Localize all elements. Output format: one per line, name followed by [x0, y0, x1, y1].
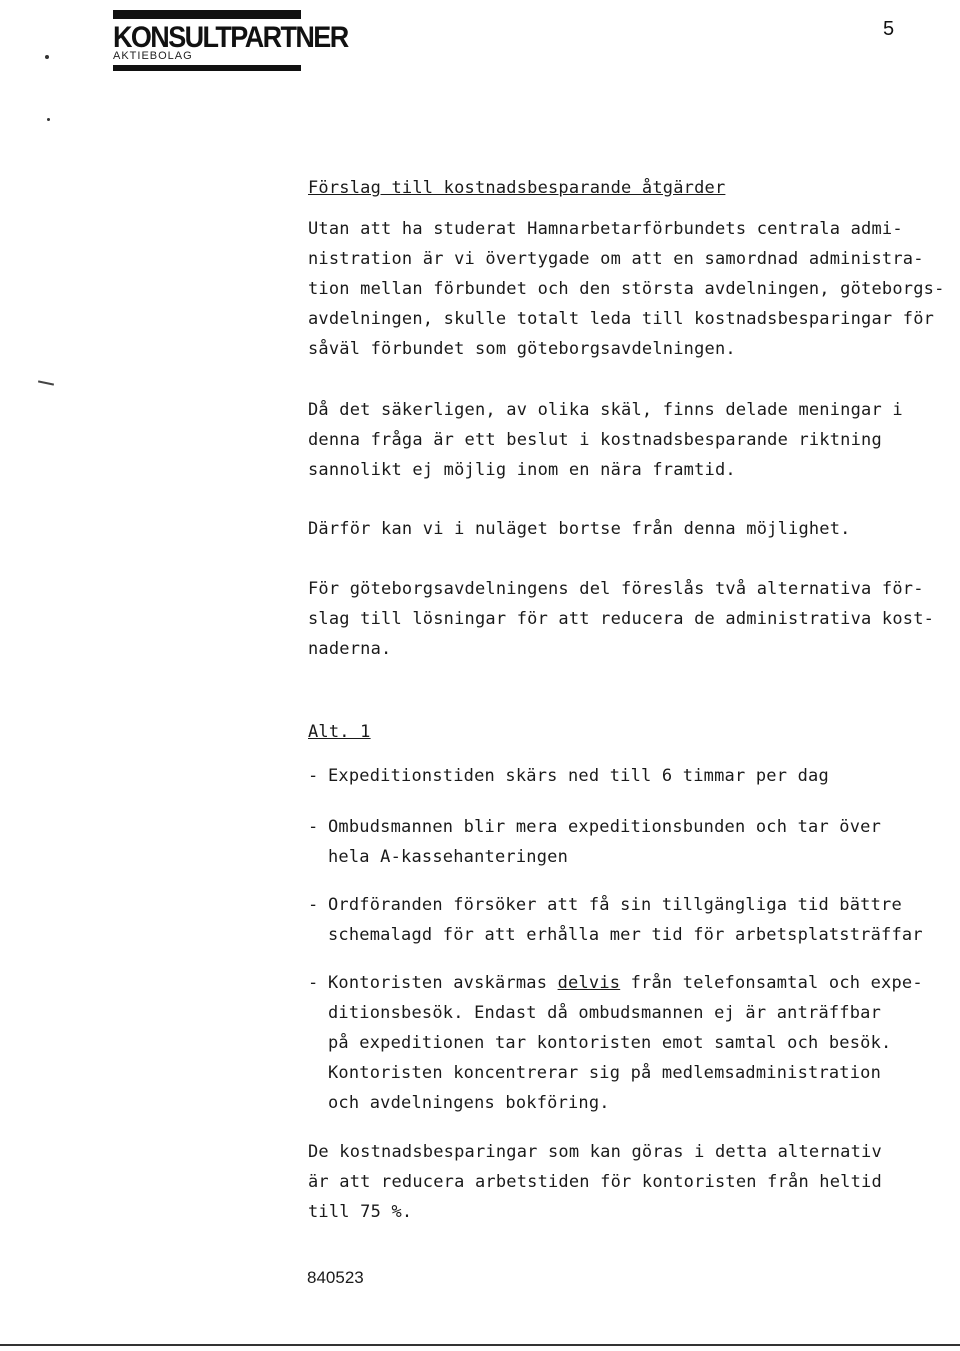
text-line: tion mellan förbundet och den största avdelningen, göteborgs- [308, 279, 945, 299]
text-line: slag till lösningar för att reducera de administrativa kost- [308, 609, 935, 629]
text-line: ditionsbesök. Endast då ombudsmannen ej är anträffbar [328, 1003, 882, 1023]
text-line [328, 968, 923, 998]
text-line: denna fråga är ett beslut i kostnadsbesparande riktning [308, 430, 882, 450]
margin-pen-mark [38, 380, 54, 385]
text-line: schemalagd för att erhålla mer tid för arbetsplatsträffar [328, 925, 923, 945]
text-line: nistration är vi övertygade om att en samordnad administra- [308, 249, 924, 269]
bullet-item-clerk [308, 968, 923, 1118]
alternative-heading: Alt. 1 [308, 722, 371, 742]
emphasized-word: delvis [557, 973, 621, 993]
scan-speck [45, 55, 49, 59]
text-fragment: från telefonsamtal och expe- [620, 973, 923, 993]
bottom-edge-line [0, 1344, 960, 1346]
section-heading: Förslag till kostnadsbesparande åtgärder [308, 178, 726, 198]
bullet-dash: - [308, 973, 319, 993]
company-logo [113, 10, 348, 71]
text-line: naderna. [308, 639, 392, 659]
text-line: Utan att ha studerat Hamnarbetarförbundets centrala admi- [308, 219, 903, 239]
bullet-item-hours [308, 761, 829, 791]
text-line: sannolikt ej möjlig inom en nära framtid. [308, 460, 736, 480]
page-number: 5 [883, 18, 895, 40]
logo-bar-bottom [113, 65, 301, 71]
paragraph-intro [308, 214, 945, 364]
text-line: Ordföranden försöker att få sin tillgängliga tid bättre [328, 895, 902, 915]
paragraph-proposals [308, 574, 934, 664]
text-line: Ombudsmannen blir mera expeditionsbunden och tar över [328, 817, 882, 837]
text-line: på expeditionen tar kontoristen emot samtal och besök. [328, 1033, 892, 1053]
logo-bar-top [113, 10, 301, 19]
bullet-dash: - [308, 766, 319, 786]
paragraph-opinions [308, 395, 903, 485]
paragraph-disregard [308, 514, 851, 544]
text-line: är att reducera arbetstiden för kontoristen från heltid [308, 1172, 882, 1192]
document-date: 840523 [307, 1268, 364, 1287]
bullet-item-chairman [308, 890, 923, 950]
text-line: till 75 %. [308, 1202, 413, 1222]
text-line: Då det säkerligen, av olika skäl, finns delade meningar i [308, 400, 903, 420]
text-line: Kontoristen koncentrerar sig på medlemsadministration [328, 1063, 882, 1083]
text-line: För göteborgsavdelningens del föreslås två alternativa för- [308, 579, 924, 599]
text-line: såväl förbundet som göteborgsavdelningen. [308, 339, 736, 359]
bullet-dash: - [308, 895, 319, 915]
bullet-item-ombudsman [308, 812, 881, 872]
text-line: Expeditionstiden skärs ned till 6 timmar per dag [328, 766, 829, 786]
text-line: avdelningen, skulle totalt leda till kostnadsbesparingar för [308, 309, 935, 329]
paragraph-savings [308, 1137, 882, 1227]
scan-speck [47, 118, 50, 121]
text-line: och avdelningens bokföring. [328, 1093, 610, 1113]
text-fragment: Kontoristen avskärmas [328, 973, 558, 993]
logo-company-name: KONSULTPARTNER [113, 20, 348, 54]
logo-subtitle: AKTIEBOLAG [113, 50, 193, 62]
text-line: Därför kan vi i nuläget bortse från denna möjlighet. [308, 519, 851, 539]
bullet-dash: - [308, 817, 319, 837]
text-line: hela A-kassehanteringen [328, 847, 569, 867]
text-line: De kostnadsbesparingar som kan göras i detta alternativ [308, 1142, 882, 1162]
